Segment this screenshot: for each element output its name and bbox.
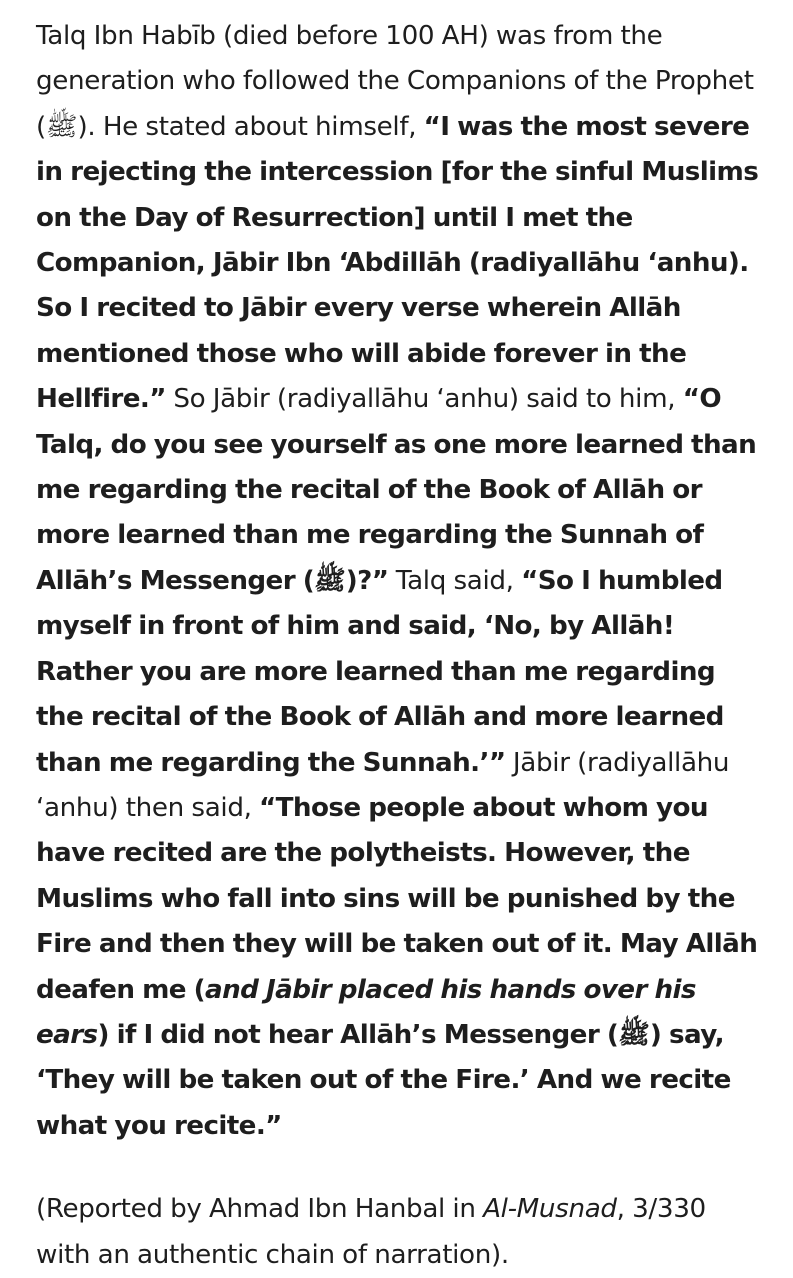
quote-jabir-question: “O Talq, do you see yourself as one more learned than me regarding the recital of the Book of Allāh or more learned than me regarding the Sunnah of Allāh’s Messenger (ﷺ)?” — [36, 384, 757, 596]
quote-talq-reply: “So I humbled myself in front of him and said, ‘No, by Allāh! Rather you are more learned than me regarding the recital of the Book of Allāh and more learned than me regarding the Sunnah.’” — [36, 565, 724, 778]
quote-jabir-aside: and Jābir placed his hands over his ears — [36, 974, 696, 1050]
citation-book-title: Al-Musnad — [483, 1194, 617, 1225]
citation-prefix: (Reported by Ahmad Ibn Hanbal in — [36, 1194, 484, 1225]
quote-jabir-answer-end: ) if I did not hear Allāh’s Messenger (ﷺ) say, ‘They will be taken out of the Fire.’ And we recite what you recite.” — [36, 1019, 731, 1141]
citation-suffix: , 3/330 with an authentic chain of narration). — [36, 1194, 706, 1270]
quote-talq: “I was the most severe in rejecting the intercession [for the sinful Muslims on the Day of Resurrection] until I met the Companion, Jābir Ibn ‘Abdillāh (radiyallāhu ‘anhu). So I recited to Jābir every verse wherein Allāh mentioned those who will abide forever in the Hellfire.” — [36, 111, 759, 415]
narration-jabir-said: Jābir (radiyallāhu ‘anhu) then said, — [36, 747, 730, 823]
article — [36, 14, 766, 1278]
quote-jabir-answer-start: “Those people about whom you have recited are the polytheists. However, the Muslims who fall into sins will be punished by the Fire and then they will be taken out of it. May Allāh deafen me ( — [36, 792, 758, 1005]
narration-talq-said: Talq said, — [388, 565, 522, 596]
source-citation — [36, 1187, 766, 1278]
narration-intro: Talq Ibn Habīb (died before 100 AH) was from the generation who followed the Companions of the Prophet (ﷺ). He stated about himself, — [36, 21, 754, 142]
quote-jabir-answer — [36, 793, 757, 1141]
narration-jabir-response: So Jābir (radiyallāhu ‘anhu) said to him, — [165, 384, 683, 415]
narration-paragraph — [36, 14, 766, 1149]
